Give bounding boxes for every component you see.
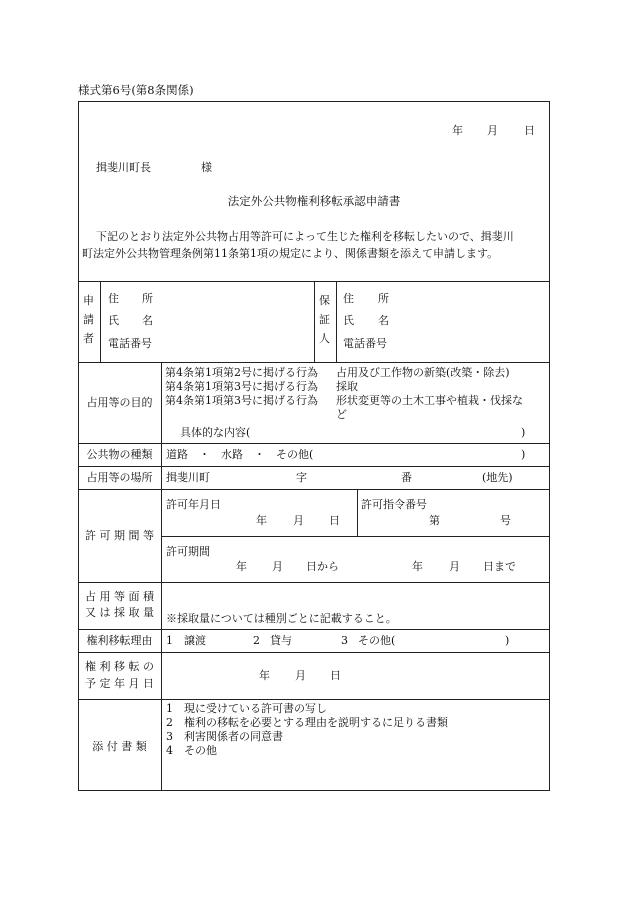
guarantor-address-label-a: 住 [343, 292, 354, 305]
applicant-phone-label: 電話番号 [108, 337, 152, 350]
schedule-month: 月 [295, 669, 306, 682]
applicant-name-label-b: 名 [142, 314, 153, 327]
attachment-item: その他 [184, 744, 217, 757]
period-from-day: 日から [306, 560, 339, 573]
divider [78, 699, 550, 700]
location-aza: 字 [296, 471, 307, 484]
divider [78, 652, 550, 653]
divider [78, 466, 550, 467]
reason-label: 権利移転理由 [86, 634, 153, 647]
attachment-item: 権利の移転を必要とする理由を説明するに足りる書類 [184, 716, 448, 729]
divider [314, 281, 315, 362]
divider [100, 281, 101, 362]
area-label-line-2: 又 は 採 取 量 [85, 606, 154, 619]
guarantor-label-char: 人 [319, 332, 330, 345]
divider [78, 489, 550, 490]
guarantor-phone-label: 電話番号 [343, 337, 387, 350]
divider [357, 489, 358, 536]
applicant-address-label-a: 住 [108, 292, 119, 305]
permit-date-month: 月 [293, 514, 304, 527]
divider [78, 443, 550, 444]
reason-text: その他( [358, 634, 396, 647]
guarantor-label-char: 保 [319, 294, 330, 307]
reason-num: 2 [253, 634, 260, 647]
period-to-year: 年 [412, 560, 423, 573]
attachment-num: 2 [166, 716, 173, 729]
date-day-label: 日 [524, 124, 535, 137]
permit-period-label: 許 可 期 間 等 [85, 529, 154, 542]
applicant-address-label-b: 所 [142, 292, 153, 305]
area-label-line-1: 占 用 等 面 積 [85, 590, 154, 603]
location-suffix: (地先) [482, 471, 513, 484]
attachment-item: 現に受けている許可書の写し [184, 702, 327, 715]
date-year-label: 年 [452, 124, 463, 137]
divider [78, 582, 550, 583]
guarantor-label-char: 証 [319, 313, 330, 326]
applicant-label-char: 申 [83, 294, 94, 307]
reason-text: 譲渡 [184, 634, 206, 647]
permit-number-label: 許可指令番号 [361, 498, 427, 511]
schedule-label-line-2: 予 定 年 月 日 [85, 677, 154, 690]
permit-number-go: 号 [500, 514, 511, 527]
addressee-honorific: 様 [201, 161, 212, 174]
purpose-detail-label: 具体的な内容( [180, 426, 251, 439]
applicant-label-char: 請 [83, 313, 94, 326]
guarantor-address-label-b: 所 [378, 292, 389, 305]
guarantor-name-label-a: 氏 [343, 314, 354, 327]
period-from-month: 月 [272, 560, 283, 573]
divider [78, 629, 550, 630]
location-label: 占用等の場所 [86, 471, 153, 484]
attachments-label: 添 付 書 類 [92, 740, 147, 753]
period-label: 許可期間 [166, 545, 210, 558]
purpose-label: 占用等の目的 [86, 396, 153, 409]
divider [336, 281, 337, 362]
applicant-label-char: 者 [83, 332, 94, 345]
purpose-desc: 形状変更等の土木工事や植栽・伐採な [336, 394, 523, 407]
purpose-desc-wrap: ど [336, 408, 347, 421]
purpose-clause: 第4条第1項第2号に掲げる行為 [165, 366, 318, 379]
intro-line-2: 町法定外公共物管理条例第11条第1項の規定により、関係書類を添えて申請します。 [82, 247, 499, 260]
public-type-label: 公共物の種類 [86, 448, 153, 461]
period-from-year: 年 [236, 560, 247, 573]
period-to-day: 日まで [483, 560, 516, 573]
attachment-item: 利害関係者の同意書 [184, 730, 283, 743]
divider [161, 536, 550, 537]
reason-text: 貸与 [270, 634, 292, 647]
purpose-detail-close: ) [521, 426, 526, 439]
attachment-num: 1 [166, 702, 173, 715]
purpose-clause: 第4条第1項第3号に掲げる行為 [165, 394, 318, 407]
schedule-label-line-1: 権 利 移 転 の [85, 660, 154, 673]
area-note: ※採取量については種別ごとに記載すること。 [166, 612, 397, 625]
permit-date-label: 許可年月日 [166, 498, 221, 511]
divider [161, 362, 162, 791]
date-month-label: 月 [487, 124, 498, 137]
addressee-name: 揖斐川町長 [96, 161, 151, 174]
public-type-close: ) [521, 448, 526, 461]
public-type-options: 道路 ・ 水路 ・ その他( [166, 448, 314, 461]
purpose-desc: 採取 [336, 380, 358, 393]
attachment-num: 3 [166, 730, 173, 743]
guarantor-name-label-b: 名 [378, 314, 389, 327]
divider [78, 362, 550, 363]
permit-number-dai: 第 [429, 514, 440, 527]
purpose-desc: 占用及び工作物の新築(改築・除去) [336, 366, 510, 379]
permit-date-day: 日 [329, 514, 340, 527]
intro-line-1: 下記のとおり法定外公共物占用等許可によって生じた権利を移転したいので、揖斐川 [96, 230, 514, 243]
applicant-name-label-a: 氏 [108, 314, 119, 327]
location-ban: 番 [401, 471, 412, 484]
form-number: 様式第6号(第8条関係) [78, 83, 194, 97]
reason-close: ) [505, 634, 510, 647]
reason-num: 1 [166, 634, 173, 647]
attachment-num: 4 [166, 744, 173, 757]
location-town: 揖斐川町 [166, 471, 210, 484]
permit-date-year: 年 [256, 514, 267, 527]
period-to-month: 月 [449, 560, 460, 573]
document-title: 法定外公共物権利移転承認申請書 [227, 194, 401, 208]
schedule-day: 日 [330, 669, 341, 682]
schedule-year: 年 [259, 669, 270, 682]
purpose-clause: 第4条第1項第3号に掲げる行為 [165, 380, 318, 393]
reason-num: 3 [341, 634, 348, 647]
